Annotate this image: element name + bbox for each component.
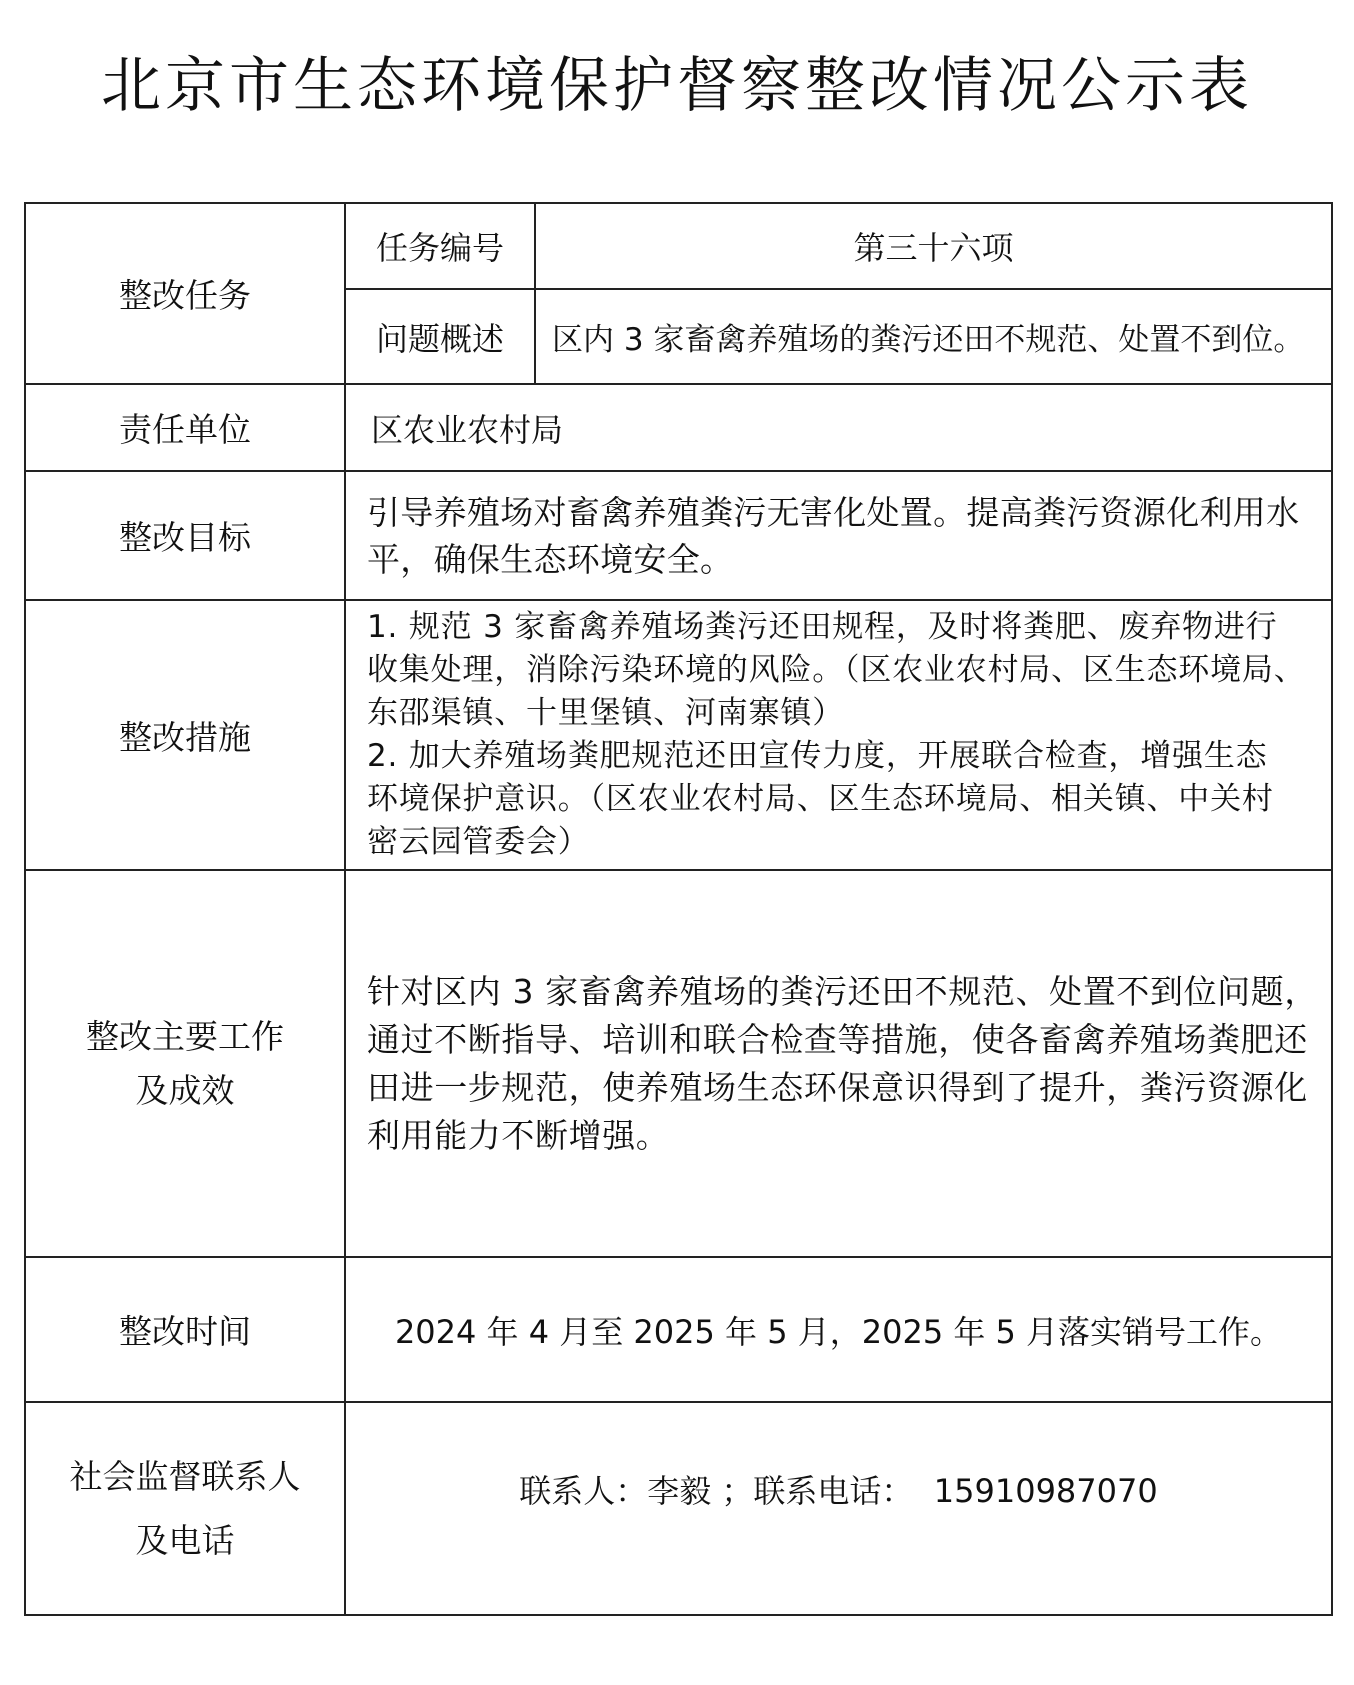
results-line: 通过不断指导、培训和联合检查等措施，使各畜禽养殖场粪肥还 xyxy=(367,1019,1308,1059)
page-title: 北京市生态环境保护督察整改情况公示表 xyxy=(101,51,1253,121)
task-number-label: 任务编号 xyxy=(345,203,535,289)
table-row-timeline xyxy=(25,1257,1332,1402)
table-row-responsible xyxy=(25,384,1332,471)
timeline-value: 2024 年 4 月至 2025 年 5 月，2025 年 5 月落实销号工作。 xyxy=(345,1257,1332,1402)
responsible-label-cell xyxy=(25,384,345,471)
measures-line: 环境保护意识。（区农业农村局、区生态环境局、相关镇、中关村 xyxy=(367,781,1274,817)
results-label-cell xyxy=(25,870,345,1257)
contact-value: 联系人：李毅 ；联系电话： 15910987070 xyxy=(345,1402,1332,1615)
measures-label-cell xyxy=(25,600,345,870)
goal-line: 平，确保生态环境安全。 xyxy=(367,539,734,579)
contact-label: 社会监督联系人 xyxy=(69,1456,301,1496)
goal-line: 引导养殖场对畜禽养殖粪污无害化处置。提高粪污资源化利用水 xyxy=(367,492,1300,532)
measures-line: 密云园管委会） xyxy=(367,824,590,860)
results-line: 田进一步规范，使养殖场生态环保意识得到了提升，粪污资源化 xyxy=(367,1067,1308,1107)
table-row-measures xyxy=(25,600,1332,870)
measures-line: 2. 加大养殖场粪肥规范还田宣传力度，开展联合检查，增强生态 xyxy=(367,738,1268,774)
goal-label-cell xyxy=(25,471,345,600)
timeline-label-cell xyxy=(25,1257,345,1402)
contact-label: 及电话 xyxy=(135,1520,235,1560)
results-label: 及成效 xyxy=(135,1070,235,1110)
contact-label-cell xyxy=(25,1402,345,1615)
table-row-goal xyxy=(25,471,1332,600)
task-summary-label: 问题概述 xyxy=(345,289,535,384)
measures-line: 1. 规范 3 家畜禽养殖场粪污还田规程，及时将粪肥、废弃物进行 xyxy=(367,609,1278,645)
measures-line: 东邵渠镇、十里堡镇、河南寨镇） xyxy=(367,695,844,731)
table-row-results xyxy=(25,870,1332,1257)
rectification-notice-table xyxy=(24,202,1333,1616)
results-label: 整改主要工作 xyxy=(86,1016,284,1056)
task-summary-value: 区内 3 家畜禽养殖场的粪污还田不规范、处置不到位。 xyxy=(535,289,1332,384)
measures-value xyxy=(345,600,1332,870)
goal-value xyxy=(345,471,1332,600)
task-label-cell xyxy=(25,203,345,384)
measures-label: 整改措施 xyxy=(119,717,251,757)
task-label: 整改任务 xyxy=(119,276,251,315)
measures-line: 收集处理，消除污染环境的风险。（区农业农村局、区生态环境局、 xyxy=(367,652,1306,688)
results-value xyxy=(345,870,1332,1257)
task-number-value: 第三十六项 xyxy=(535,203,1332,289)
responsible-value: 区农业农村局 xyxy=(345,384,1332,471)
table-row-task-number xyxy=(25,203,1332,289)
results-line: 针对区内 3 家畜禽养殖场的粪污还田不规范、处置不到位问题， xyxy=(367,971,1318,1011)
goal-label: 整改目标 xyxy=(119,518,251,557)
responsible-label: 责任单位 xyxy=(119,410,251,449)
timeline-label: 整改时间 xyxy=(119,1312,251,1351)
table-row-contact xyxy=(25,1402,1332,1615)
results-line: 利用能力不断增强。 xyxy=(367,1115,670,1155)
